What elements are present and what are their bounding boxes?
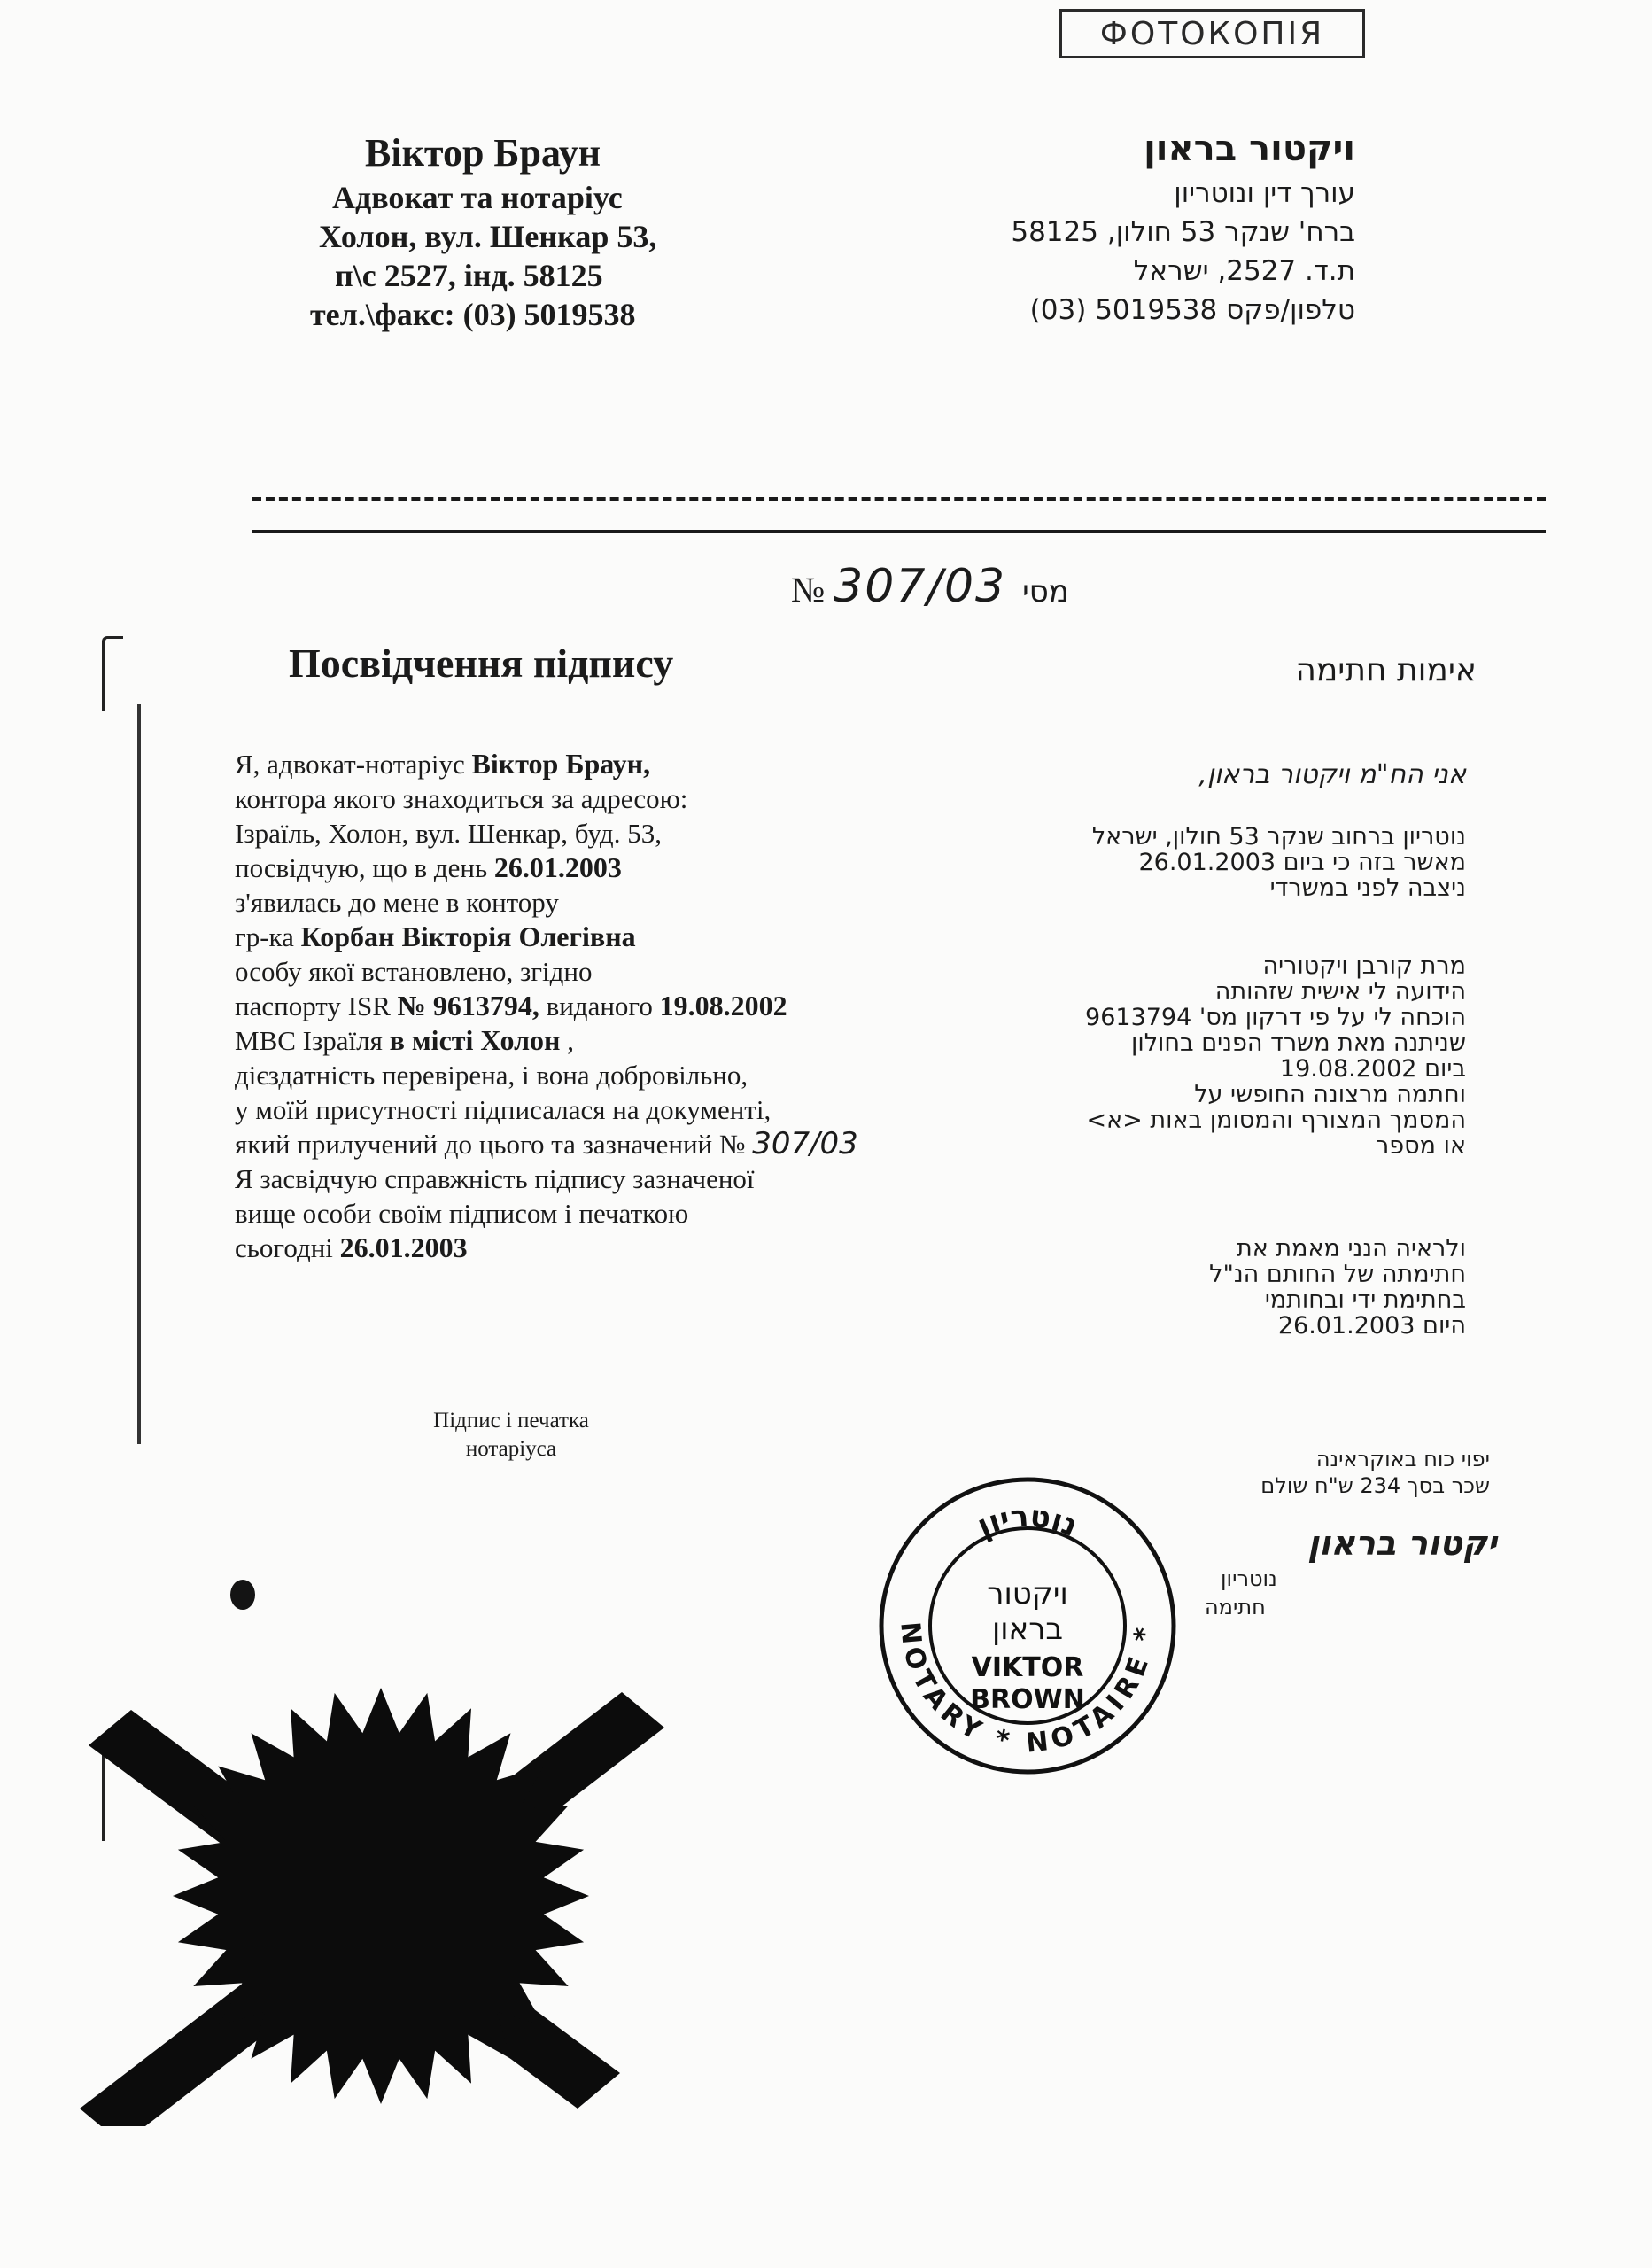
notary-name-ua: Віктор Браун	[365, 131, 601, 175]
doc-number-label-he: מסי	[1022, 574, 1069, 610]
ua-line	[235, 920, 997, 954]
translation-note-line: שכר בסך 234 ש"ח שולם	[1260, 1473, 1490, 1498]
he-line: מאשר בזה כי ביום 26.01.2003	[1138, 849, 1466, 876]
page-title-ua: Посвідчення підпису	[289, 641, 674, 686]
spacer	[917, 901, 1466, 953]
ua-line: дієздатність перевірена, і вона добровільно,	[235, 1060, 748, 1091]
seal-top-text: נוטריון	[972, 1498, 1083, 1544]
ua-line	[235, 1127, 997, 1161]
ua-text: який прилучений до цього та зазначений №	[235, 1129, 753, 1160]
spacer	[917, 1159, 1466, 1236]
ua-line	[235, 1231, 997, 1265]
notary-pobox-he: ת.ד. 2527, ישראל	[1133, 255, 1355, 287]
document-number	[791, 560, 1069, 613]
certification-text-ua	[235, 747, 997, 1265]
ua-line: особу якої встановлено, згідно	[235, 956, 593, 987]
notary-address-ua: Холон, вул. Шенкар 53,	[319, 219, 657, 254]
ua-text: виданого	[539, 990, 660, 1021]
starburst-seal	[53, 1577, 691, 2126]
he-line: אני הח"מ ויקטור בראון,	[1198, 759, 1466, 790]
ua-text-bold: Віктор Браун,	[471, 748, 651, 780]
photocopy-stamp: ФОТОКОПІЯ	[1059, 9, 1365, 58]
ua-text: сьогодні	[235, 1232, 340, 1263]
ua-line: Ізраїль, Холон, вул. Шенкар, буд. 53,	[235, 818, 662, 849]
ua-line: контора якого знаходиться за адресою:	[235, 783, 688, 814]
signature-stamp-small: נוטריון	[1221, 1566, 1277, 1591]
notary-title-he: עורך דין ונוטריון	[1174, 177, 1355, 209]
he-line: הידועה לי אישית שזהותה	[1214, 978, 1466, 1006]
ua-text: посвідчую, що в день	[235, 852, 494, 883]
he-line: ולראיה הנני מאמת את	[1237, 1235, 1466, 1262]
ua-line	[235, 850, 997, 885]
seal-ring-text: NOTARY * NOTAIRE *	[894, 1620, 1161, 1759]
he-line: ניצבה לפני במשרדי	[1269, 874, 1466, 902]
notary-seal	[875, 1471, 1181, 1781]
he-line: וחתמה מרצונה החופשי על	[1194, 1081, 1466, 1108]
letterhead-hebrew	[859, 124, 1355, 330]
translation-note-line: יפוי כוח באוקראינה	[1315, 1447, 1490, 1472]
notary-pobox-ua: п\с 2527, інд. 58125	[335, 258, 603, 293]
solid-divider	[252, 530, 1546, 533]
ua-text: ,	[560, 1025, 574, 1056]
signature-handwritten: יקטור בראון	[1307, 1524, 1497, 1563]
seal-inner-he-2: בראון	[991, 1612, 1064, 1647]
certification-text-he	[917, 759, 1466, 1340]
he-line: ביום 19.08.2002	[1279, 1055, 1466, 1083]
ua-text: паспорту ISR	[235, 990, 398, 1021]
doc-number-handwritten: 307/03	[834, 560, 1007, 613]
ua-line	[235, 1023, 997, 1058]
spacer	[917, 788, 1466, 824]
ua-text: Я, адвокат-нотаріус	[235, 749, 472, 780]
seal-inner-he-1: ויקטור	[987, 1576, 1068, 1612]
ua-text-bold: № 9613794,	[397, 990, 539, 1021]
ua-text-bold: Корбан Вікторія Олегівна	[300, 920, 636, 952]
signature-caption	[400, 1407, 622, 1464]
ua-line: з'явилась до мене в контору	[235, 887, 559, 918]
ua-text-bold: в місті Холон	[389, 1024, 561, 1056]
letterhead-ukrainian	[310, 128, 771, 334]
ua-handwritten-number: 307/03	[752, 1126, 858, 1161]
seal-inner-en-1: VIKTOR	[971, 1652, 1084, 1683]
ua-text: МВС Ізраїля	[235, 1025, 390, 1056]
ua-line	[235, 989, 997, 1023]
ink-blot	[230, 1580, 255, 1610]
notary-name-he: ויקטור בראון	[1144, 128, 1355, 169]
dashed-divider	[252, 497, 1546, 501]
notary-phone-ua: тел.\факс: (03) 5019538	[310, 297, 636, 332]
ua-text: гр-ка	[235, 921, 301, 952]
he-line: בחתימת ידי ובחותמי	[1264, 1286, 1466, 1314]
ua-line: у моїй присутності підписалася на документі,	[235, 1094, 772, 1125]
binding-line	[137, 704, 141, 1444]
seal-inner-en-2: BROWN	[970, 1684, 1085, 1715]
notary-phone-he: טלפון/פקס 5019538 (03)	[1029, 294, 1355, 326]
he-line: היום 26.01.2003	[1277, 1312, 1466, 1340]
notary-signature	[1196, 1524, 1497, 1619]
ua-text-bold: 19.08.2002	[659, 990, 787, 1021]
ua-line	[235, 747, 997, 781]
he-line: או מספר	[1376, 1132, 1466, 1160]
he-line: מרת קורבן ויקטוריה	[1262, 952, 1466, 980]
he-line: נוטריון ברחוב שנקר 53 חולון, ישראל	[1091, 823, 1466, 850]
ua-line: вище особи своїм підписом і печаткою	[235, 1198, 689, 1229]
ua-text-bold: 26.01.2003	[493, 851, 622, 883]
he-line: שניתנה מאת משרד הפנים בחולון	[1130, 1029, 1466, 1057]
notary-address-he: ברח' שנקר 53 חולון, 58125	[1011, 216, 1355, 248]
notary-title-ua: Адвокат та нотаріус	[332, 180, 623, 215]
ua-line: Я засвідчую справжність підпису зазначеної	[235, 1163, 755, 1194]
ua-text-bold: 26.01.2003	[339, 1231, 468, 1263]
he-line: המסמך המצורף והמסומן באות <א>	[1086, 1107, 1466, 1134]
page-title-he: אימות חתימה	[1295, 652, 1477, 688]
signature-label: חתימה	[1205, 1595, 1266, 1619]
he-line: הוכחה לי על פי דרקון מס' 9613794	[1085, 1004, 1466, 1031]
binding-mark-top	[102, 636, 123, 711]
he-line: חתימתה של החותם הנ"ל	[1209, 1261, 1466, 1288]
signature-caption-line: Підпис і печатка	[433, 1409, 589, 1433]
signature-caption-line: нотаріуса	[465, 1437, 557, 1461]
doc-number-prefix: №	[791, 570, 826, 610]
